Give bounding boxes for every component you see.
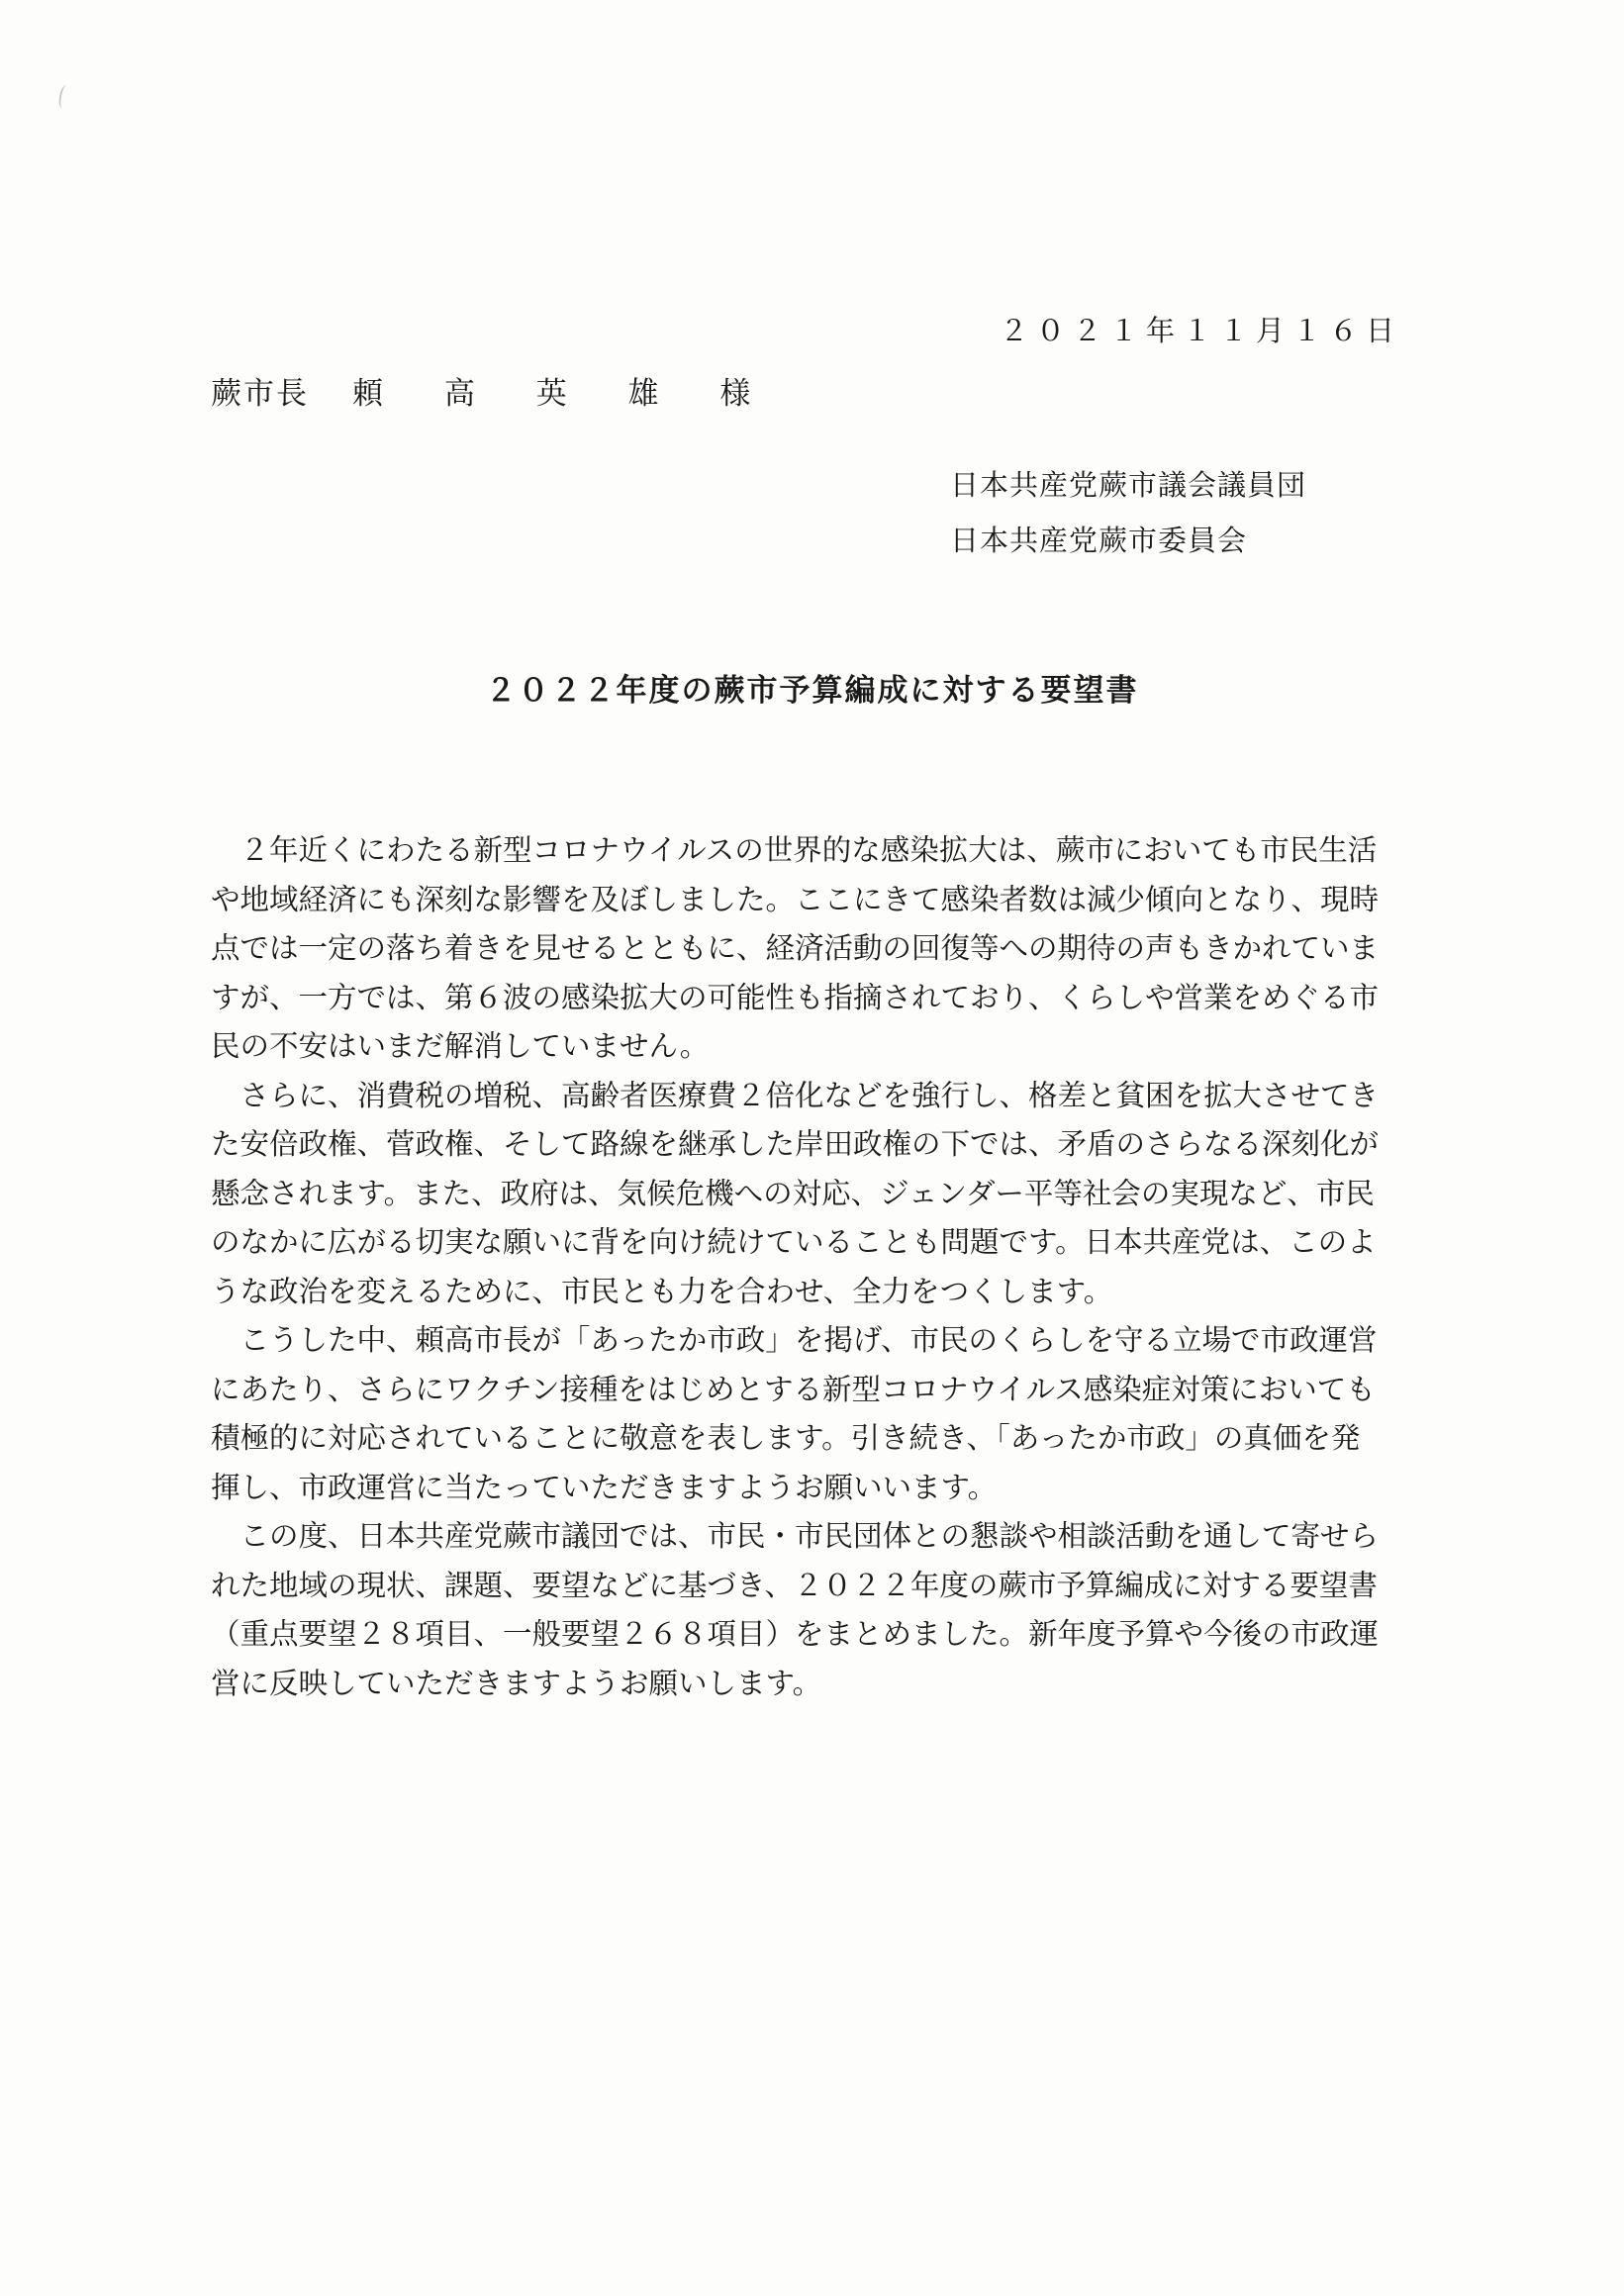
scan-mark <box>57 84 71 109</box>
body-paragraph: さらに、消費税の増税、高齢者医療費２倍化などを強行し、格差と貧困を拡大させてきた安倍政権、菅政権、そして路線を継承した岸田政権の下では、矛盾のさらなる深刻化が懸念されます。また、政府は、気候危機への対応、ジェンダー平等社会の実現など、市民のなかに広がる切実な願いに背を向け続けていることも問題です。日本共産党は、このような政治を変えるために、市民とも力を合わせ、全力をつくします。 <box>211 1078 1380 1308</box>
document-title: ２０２２年度の蕨市予算編成に対する要望書 <box>485 673 1139 709</box>
letter-date: ２０２１年１１月１６日 <box>1000 314 1403 347</box>
addressee <box>211 368 776 413</box>
letter-body <box>211 826 1379 1708</box>
addressee-name: 頼 高 英 雄 様 <box>352 376 777 412</box>
body-paragraph: ２年近くにわたる新型コロナウイルスの世界的な感染拡大は、蕨市においても市民生活や地域経済にも深刻な影響を及ぼしました。ここにきて感染者数は減少傾向となり、現時点では一定の落ち着きを見せるとともに、経済活動の回復等への期待の声もきかれていますが、一方では、第６波の感染拡大の可能性も指摘されており、くらしや営業をめぐる市民の不安はいまだ解消していません。 <box>211 833 1380 1063</box>
addressee-title: 蕨市長 <box>211 376 309 412</box>
body-paragraph: この度、日本共産党蕨市議団では、市民・市民団体との懇談や相談活動を通して寄せられた地域の現状、課題、要望などに基づき、２０２２年度の蕨市予算編成に対する要望書（重点要望２８項目、一般要望２６８項目）をまとめました。新年度予算や今後の市政運営に反映していただきますようお願いします。 <box>211 1519 1380 1700</box>
body-paragraph: こうした中、頼高市長が「あったか市政」を掲げ、市民のくらしを守る立場で市政運営にあたり、さらにワクチン接種をはじめとする新型コロナウイルス感染症対策においても積極的に対応されていることに敬意を表します。引き続き、「あったか市政」の真価を発揮し、市政運営に当たっていただきますようお願いいます。 <box>211 1323 1378 1504</box>
sender-council-group: 日本共産党蕨市議会議員団 <box>950 468 1307 502</box>
sender-city-committee: 日本共産党蕨市委員会 <box>950 524 1248 557</box>
senders <box>950 457 1306 568</box>
